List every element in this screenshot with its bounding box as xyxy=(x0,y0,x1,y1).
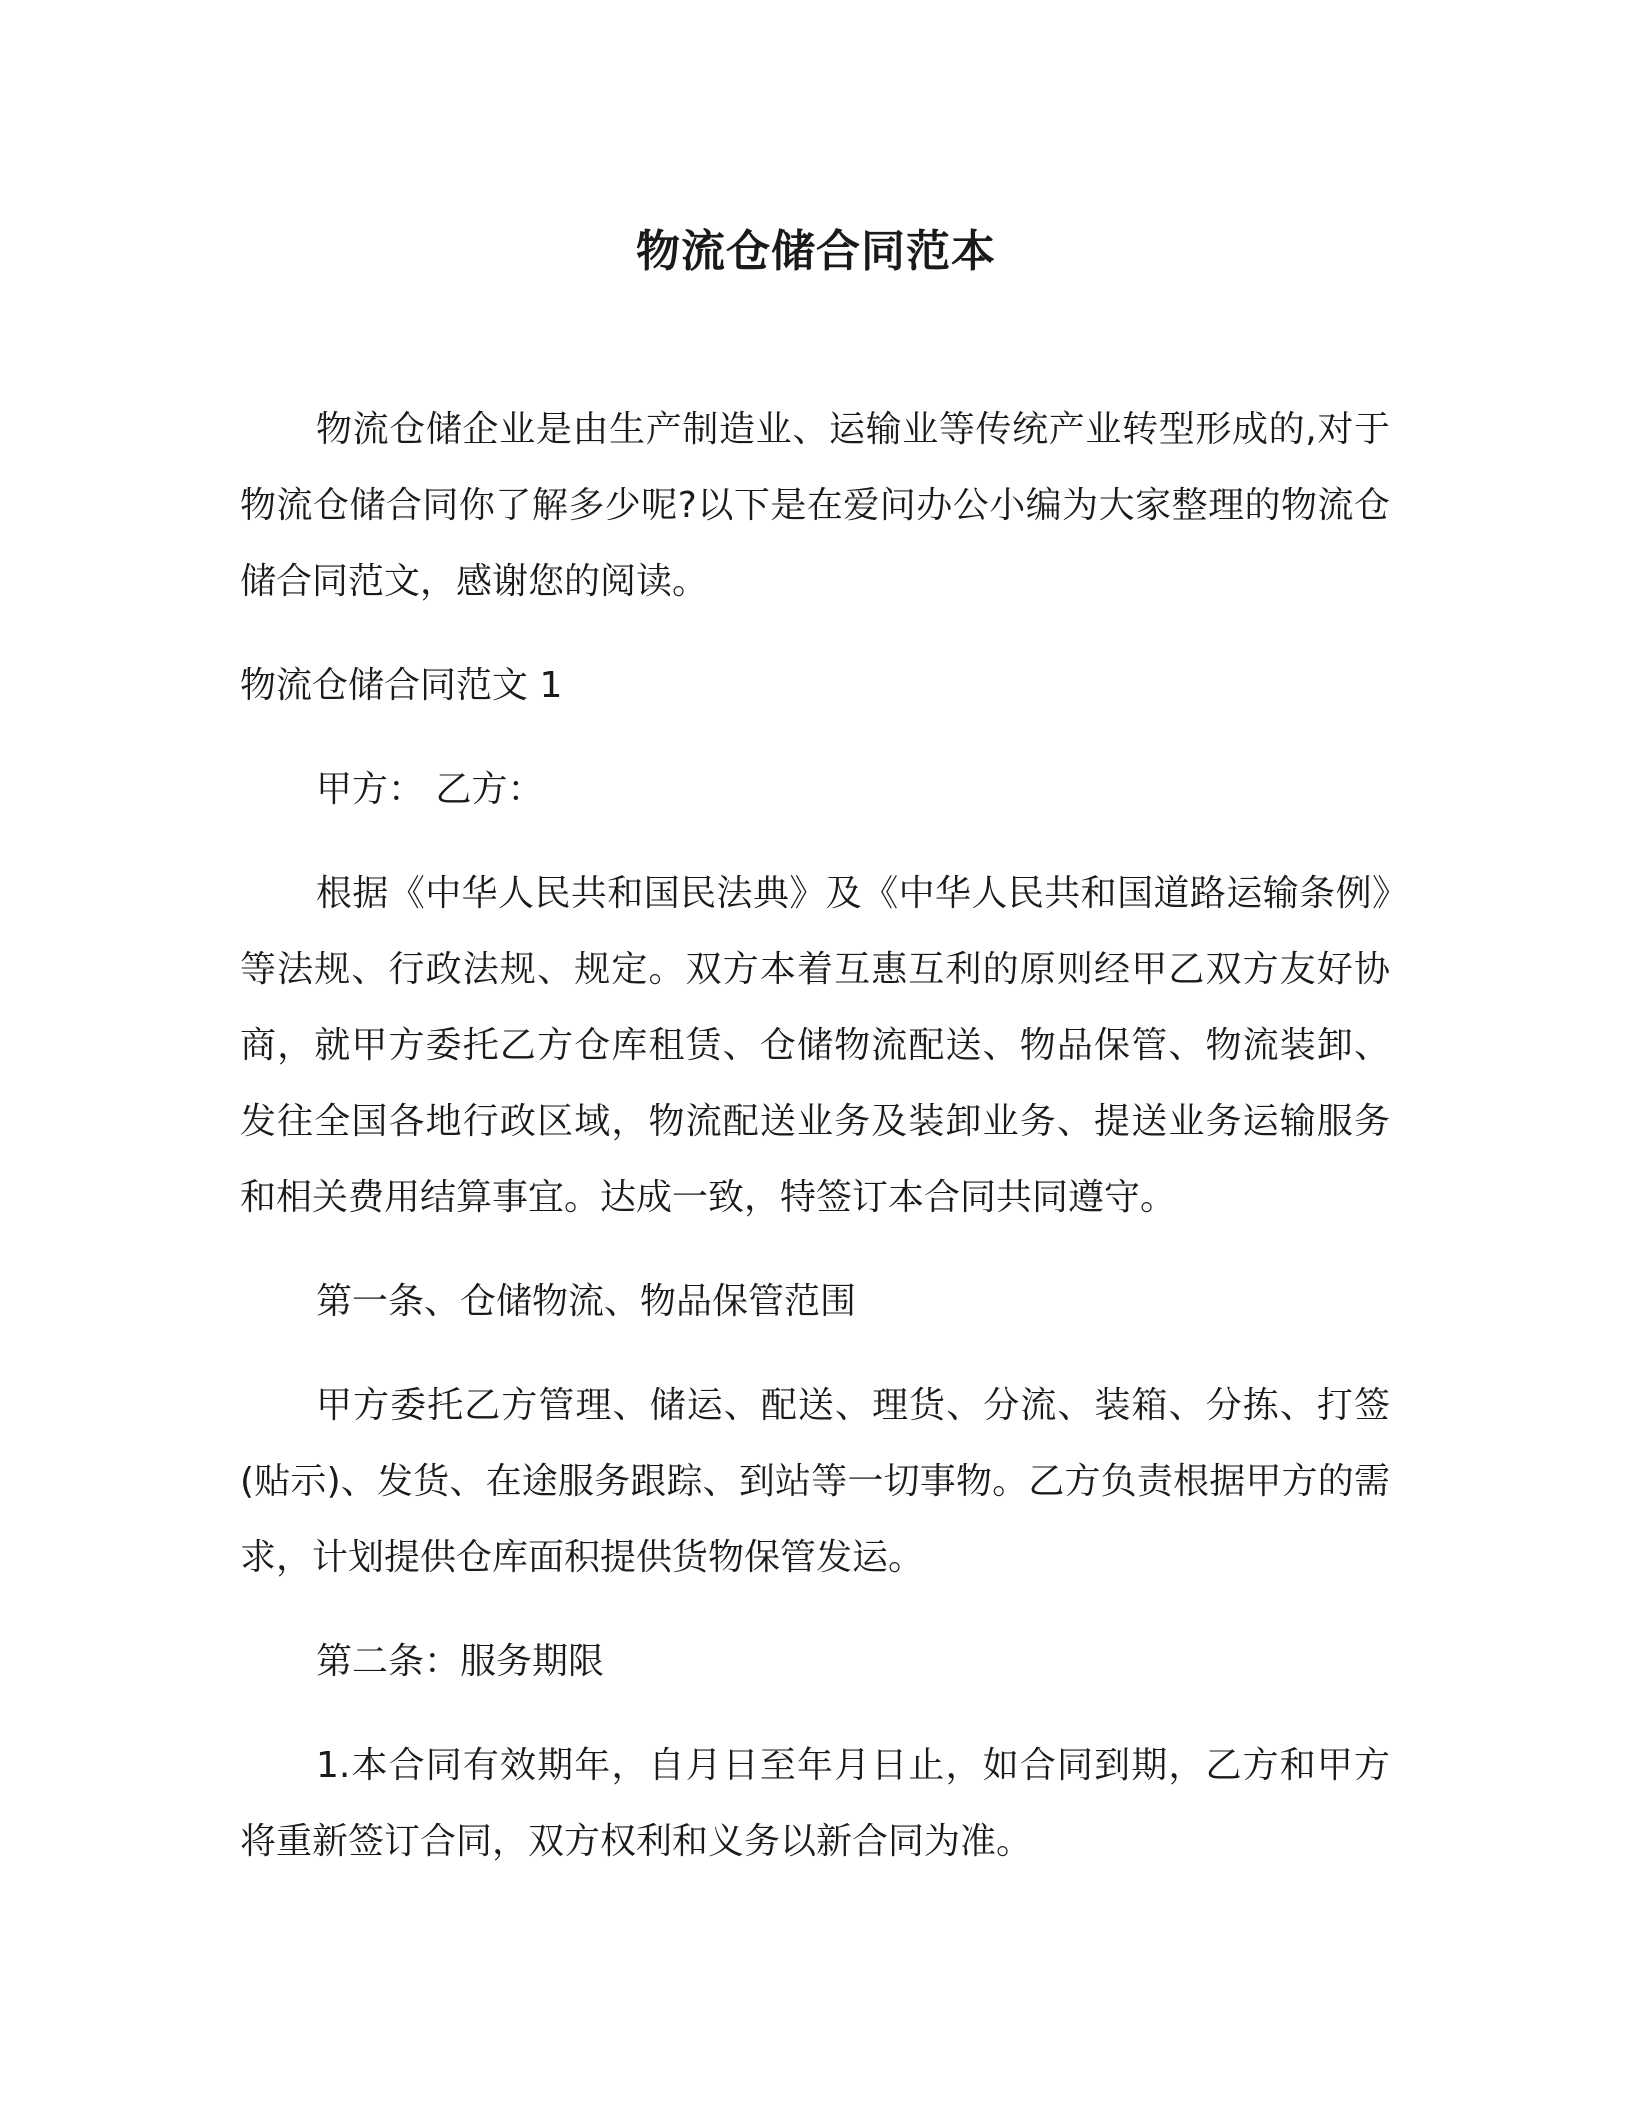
article-2-item-1: 1.本合同有效期年，自月日至年月日止，如合同到期，乙方和甲方将重新签订合同，双方权利和义务以新合同为准。 xyxy=(240,1745,1390,1862)
section-heading: 物流仓储合同范文 1 xyxy=(240,665,563,706)
intro-paragraph: 物流仓储企业是由生产制造业、运输业等传统产业转型形成的,对于物流仓储合同你了解多少呢?以下是在爱问办公小编为大家整理的物流仓储合同范文，感谢您的阅读。 xyxy=(240,409,1390,602)
document-body xyxy=(240,392,1390,1880)
preamble-paragraph: 根据《中华人民共和国民法典》及《中华人民共和国道路运输条例》等法规、行政法规、规定。双方本着互惠互利的原则经甲乙双方友好协商，就甲方委托乙方仓库租赁、仓储物流配送、物品保管、物流装卸、发往全国各地行政区域，物流配送业务及装卸业务、提送业务运输服务和相关费用结算事宜。达成一致，特签订本合同共同遵守。 xyxy=(240,873,1390,1218)
article-1-title: 第一条、仓储物流、物品保管范围 xyxy=(316,1281,857,1322)
article-1-body: 甲方委托乙方管理、储运、配送、理货、分流、装箱、分拣、打签(贴示)、发货、在途服务跟踪、到站等一切事物。乙方负责根据甲方的需求，计划提供仓库面积提供货物保管发运。 xyxy=(240,1385,1390,1578)
article-2-title: 第二条：服务期限 xyxy=(316,1641,605,1682)
parties-line: 甲方： 乙方： xyxy=(316,769,544,810)
document-title: 物流仓储合同范本 xyxy=(636,226,996,277)
